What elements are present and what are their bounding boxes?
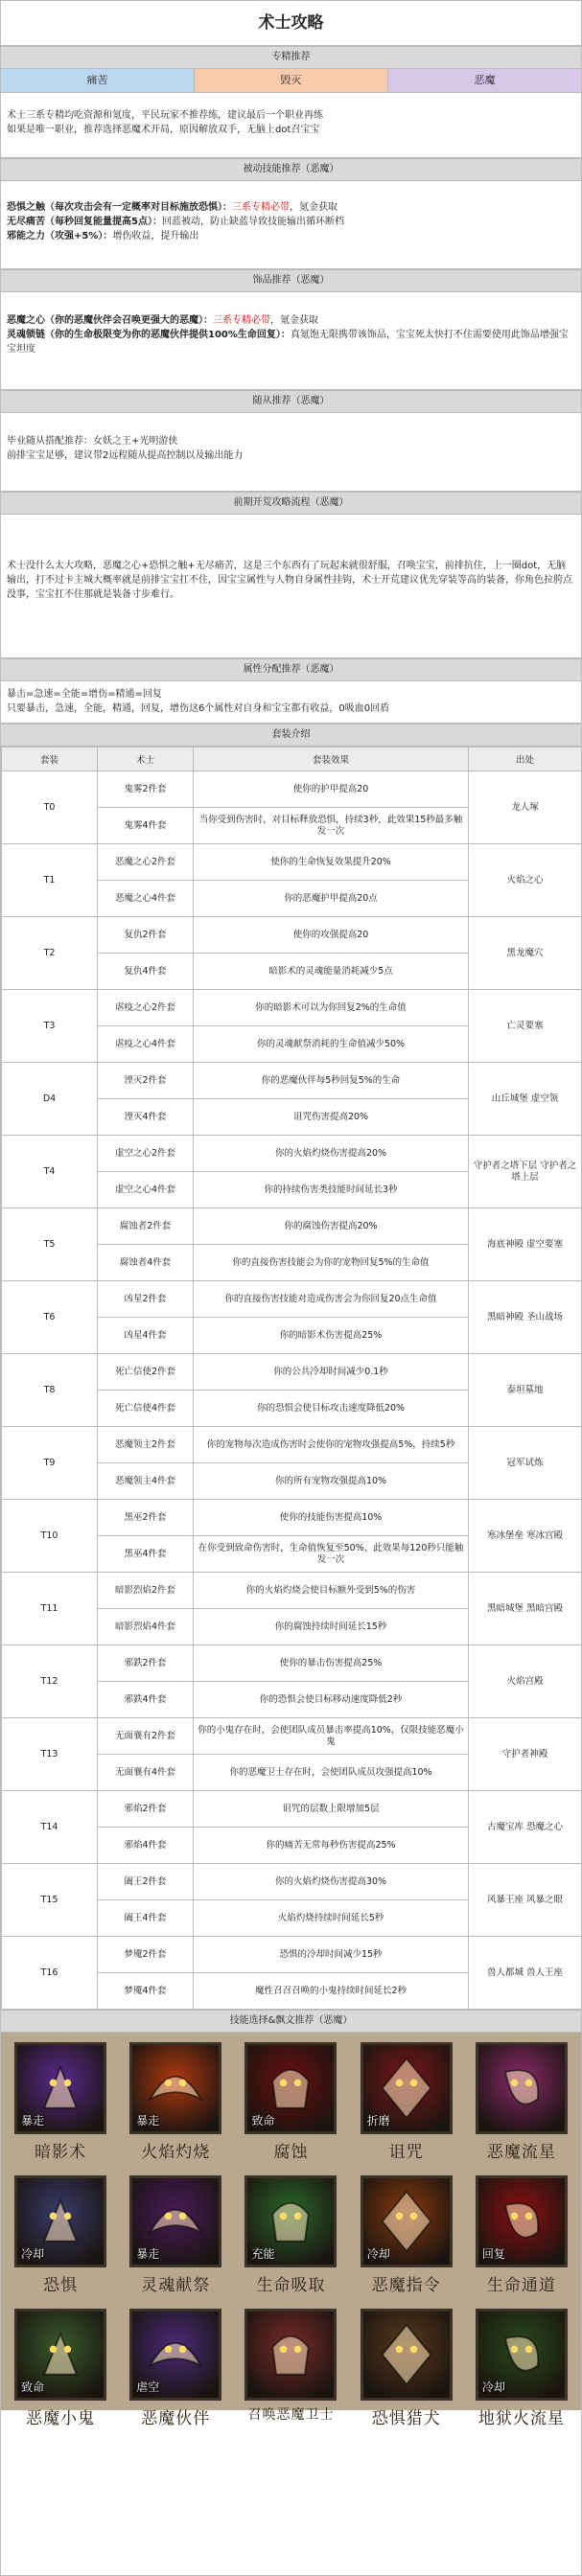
- skill-card[interactable]: [235, 2175, 346, 2295]
- set-effect: 诅咒的层数上限增加5层: [194, 1791, 469, 1828]
- skill-tag: 折磨: [366, 2114, 390, 2128]
- early-text: [1, 515, 581, 658]
- skill-name: 暗影术: [35, 2143, 87, 2162]
- set-source: 寒冰堡垒 寒冰宫殿: [469, 1500, 582, 1573]
- sets-section-heading: 套装介绍: [1, 724, 581, 747]
- follower-line: 毕业随从搭配推荐：女妖之王+光明游侠: [7, 436, 178, 447]
- set-effect: 使你的生命恢复效果提升20%: [194, 844, 469, 881]
- set-piece: 邪鉄4件套: [98, 1682, 194, 1718]
- set-piece: 鬼雾2件套: [98, 771, 194, 808]
- accessory-item: [7, 328, 575, 356]
- set-tier: T15: [2, 1864, 98, 1937]
- set-effect: 你的恐惧会使目标攻击速度降低20%: [194, 1391, 469, 1427]
- skill-card[interactable]: [235, 2309, 346, 2428]
- set-piece: 恶魔领主2件套: [98, 1427, 194, 1463]
- accessory-list: [1, 292, 581, 390]
- set-piece: 恶魔之心4件套: [98, 881, 194, 917]
- set-source: 海底神殿 虚空要塞: [469, 1208, 582, 1281]
- skill-card[interactable]: [5, 2309, 116, 2428]
- set-effect: 你的恐惧会使目标移动速度降低2秒: [194, 1682, 469, 1718]
- table-row: [2, 1500, 582, 1536]
- set-effect: 你的灵魂献祭消耗的生命值减少50%: [194, 1026, 469, 1063]
- skill-section-heading: 技能选择&飘文推荐（恶魔）: [1, 2010, 581, 2033]
- skill-area: [1, 2033, 581, 2428]
- set-piece: 梦魇2件套: [98, 1937, 194, 1973]
- skill-card[interactable]: [120, 2042, 231, 2162]
- skill-name: 恶魔指令: [371, 2276, 441, 2295]
- skill-name: 火焰灼烧: [141, 2143, 211, 2162]
- early-paragraph: 术士没什么太大攻略，恶魔之心+恐惧之触+无尽痛苦，这是三个东西有了玩起来就很舒服，召唤宝宝，前排抗住，上一圈dot，无脑输出，打不过卡主城大概率就是前排宝宝扛不住，因宝宝属性与人物自身属性挂钩，术士开荒建议优先穿装等高的装备，你角色拉胯点没事，宝宝扛不住那就是装备寸步难行。: [7, 561, 572, 600]
- flame-wings-icon[interactable]: [129, 2042, 221, 2134]
- set-source: 黑暗神殿 圣山战场: [469, 1281, 582, 1354]
- set-source: 兽人都城 兽人王座: [469, 1937, 582, 2010]
- spec-description-line: 如果是唯一职业，推荐选择恶魔术开局，原因解放双手，无脑上dot召宝宝: [7, 125, 320, 135]
- passive-suffix: 回蓝被动，防止缺蓝导致技能输出循环断档: [161, 217, 344, 227]
- table-row: [2, 1136, 582, 1172]
- passive-item: [7, 229, 575, 243]
- page-title: 术士攻略: [1, 1, 581, 46]
- set-tier: T6: [2, 1281, 98, 1354]
- passive-section-heading: 被动技能推荐（恶魔）: [1, 158, 581, 181]
- meteor-icon[interactable]: [476, 2042, 568, 2134]
- set-effect: 你的所有宠物攻强提高10%: [194, 1463, 469, 1500]
- table-row: [2, 1208, 582, 1245]
- col-header-source: 出处: [469, 748, 582, 771]
- skull-icon[interactable]: [244, 2042, 337, 2134]
- set-effect: 你的宠物每次造成伤害时会使你的宠物攻强提高5%，持续5秒: [194, 1427, 469, 1463]
- skill-name: 恶魔伙伴: [141, 2409, 211, 2428]
- set-effect: 魔性召召召唤的小鬼持续时间延长2秒: [194, 1973, 469, 2010]
- set-effect: 你的暗影术伤害提高25%: [194, 1318, 469, 1354]
- table-row: [2, 1063, 582, 1099]
- set-piece: 暗影烈焰2件套: [98, 1573, 194, 1609]
- accessory-item: [7, 313, 575, 328]
- skill-card[interactable]: [5, 2175, 116, 2295]
- spec-affliction: 痛苦: [1, 69, 195, 92]
- skill-tag: 充能: [251, 2247, 275, 2261]
- set-piece: 暗影烈焰4件套: [98, 1609, 194, 1645]
- set-piece: 腐蚀者4件套: [98, 1245, 194, 1281]
- attr-formula: 暴击=急速=全能=增伤=精通=回复: [7, 689, 162, 700]
- accessory-suffix: ，氪金获取: [270, 315, 318, 326]
- set-source: 龙人塚: [469, 771, 582, 844]
- set-tier: T13: [2, 1718, 98, 1791]
- follower-line: 前排宝宝足够，建议带2远程随从提高控制以及输出能力: [7, 450, 244, 461]
- skill-card[interactable]: [466, 2309, 577, 2428]
- set-piece: 虚空之心4件套: [98, 1172, 194, 1208]
- set-piece: 邪焰4件套: [98, 1828, 194, 1864]
- skill-card[interactable]: [5, 2042, 116, 2162]
- set-source: 黑暗城堡 黑暗宫殿: [469, 1573, 582, 1645]
- set-piece: 黑巫4件套: [98, 1536, 194, 1573]
- set-effect: 你的腐蚀伤害提高20%: [194, 1208, 469, 1245]
- set-effect: 你的恶魔伙伴每5秒回复5%的生命: [194, 1063, 469, 1099]
- demon-face-icon[interactable]: [14, 2042, 106, 2134]
- table-row: [2, 844, 582, 881]
- set-piece: 复仇2件套: [98, 917, 194, 954]
- set-effect: 你的恶魔卫士存在时，会使团队成员攻强提高10%: [194, 1755, 469, 1791]
- skill-tag: 回复: [481, 2247, 505, 2261]
- table-row: [2, 1427, 582, 1463]
- set-piece: 死亡信使4件套: [98, 1391, 194, 1427]
- skill-name: 诅咒: [388, 2143, 424, 2162]
- accessory-detail: （你的恶魔伙伴会召唤更强大的恶魔）：: [45, 315, 213, 326]
- set-effect: 使你的护甲提高20: [194, 771, 469, 808]
- set-tier: T1: [2, 844, 98, 917]
- set-source: 守护者之塔下层 守护者之塔上层: [469, 1136, 582, 1208]
- demon-partner-icon[interactable]: [129, 2309, 221, 2401]
- set-effect: 当你受到伤害时，对目标释放恐惧，持续3秒，此效果15秒最多触发一次: [194, 808, 469, 844]
- col-header-class: 术士: [98, 748, 194, 771]
- table-row: [2, 1354, 582, 1391]
- set-effect: 在你受到致命伤害时，生命值恢复至50%，此效果每120秒只能触发一次: [194, 1536, 469, 1573]
- accessory-name: 灵魂锁链: [7, 330, 45, 340]
- table-row: [2, 1791, 582, 1828]
- set-piece: 恶魔领主4件套: [98, 1463, 194, 1500]
- set-tier: T12: [2, 1645, 98, 1718]
- felguard-icon[interactable]: [244, 2309, 337, 2401]
- set-tier: T5: [2, 1208, 98, 1281]
- passive-name: 恐惧之触: [7, 202, 45, 213]
- accessory-detail: （你的生命极限变为你的恶魔伙伴提供100%生命回复）：: [45, 330, 291, 340]
- set-tier: T16: [2, 1937, 98, 2010]
- sets-table: [1, 747, 582, 2010]
- accessory-tag: 三系专精必带: [213, 315, 270, 326]
- passive-name: 邪能之力: [7, 231, 45, 242]
- set-effect: 你的腐蚀持续时间延长15秒: [194, 1609, 469, 1645]
- set-source: 守护者神殿: [469, 1718, 582, 1791]
- skill-name: 灵魂献祭: [141, 2276, 211, 2295]
- table-row: [2, 990, 582, 1026]
- set-source: 泰坦墓地: [469, 1354, 582, 1427]
- set-piece: 凶星2件套: [98, 1281, 194, 1318]
- set-tier: T4: [2, 1136, 98, 1208]
- imp-icon[interactable]: [14, 2309, 106, 2401]
- set-source: 山丘城堡 虚空领: [469, 1063, 582, 1136]
- set-piece: 黑巫2件套: [98, 1500, 194, 1536]
- set-piece: 邪鉄2件套: [98, 1645, 194, 1682]
- spec-section-heading: 专精推荐: [1, 46, 581, 69]
- spec-demonology: 恶魔: [388, 69, 581, 92]
- set-effect: 你的痛苦无常每秒伤害提高25%: [194, 1828, 469, 1864]
- passive-tag: 三系专精必带: [232, 202, 290, 213]
- col-header-set: 套装: [2, 748, 98, 771]
- set-piece: 凶星4件套: [98, 1318, 194, 1354]
- skill-card[interactable]: [351, 2309, 462, 2428]
- spec-row: [1, 69, 581, 93]
- set-piece: 鬼雾4件套: [98, 808, 194, 844]
- sets-body: [2, 771, 582, 2010]
- set-effect: 你的火焰灼烧伤害提高20%: [194, 1136, 469, 1172]
- set-source: 亡灵要塞: [469, 990, 582, 1063]
- set-effect: 恐惧的冷却时间减少15秒: [194, 1937, 469, 1973]
- set-effect: 使你的技能伤害提高10%: [194, 1500, 469, 1536]
- skill-card[interactable]: [120, 2309, 231, 2428]
- set-piece: 虐疫之心2件套: [98, 990, 194, 1026]
- accessory-name: 恶魔之心: [7, 315, 45, 326]
- set-tier: T9: [2, 1427, 98, 1500]
- table-row: [2, 1937, 582, 1973]
- skill-name: 恐惧猎犬: [371, 2409, 441, 2428]
- skill-tag: 暴走: [136, 2247, 160, 2261]
- skill-grid: [5, 2042, 577, 2428]
- attr-text: [1, 681, 581, 724]
- skill-name: 恶魔流星: [486, 2143, 556, 2162]
- set-effect: 你的直接伤害技能会为你的宠物回复5%的生命值: [194, 1245, 469, 1281]
- passive-suffix: 增伤收益，提升输出: [112, 231, 199, 242]
- skill-card[interactable]: [351, 2175, 462, 2295]
- col-header-effect: 套装效果: [194, 748, 469, 771]
- set-source: 火焰宫殿: [469, 1645, 582, 1718]
- skill-name: 地狱火流星: [477, 2409, 565, 2428]
- set-piece: 阖王4件套: [98, 1900, 194, 1937]
- skill-art: [247, 2312, 334, 2398]
- sets-header-row: [2, 748, 582, 771]
- skill-card[interactable]: [351, 2042, 462, 2162]
- passive-detail: （每次攻击会有一定概率对目标施放恐惧）：: [45, 202, 232, 213]
- skill-tag: 冷却: [21, 2247, 45, 2261]
- raven-icon[interactable]: [129, 2175, 221, 2267]
- skill-art: [363, 2312, 450, 2398]
- skill-tag: 暴走: [21, 2114, 45, 2128]
- skill-name: 生命吸取: [256, 2276, 326, 2295]
- accessory-suffix: 真氪饱无限携带该饰品，宝宝死太快打不住需要使用此饰品增强宝宝坦度: [7, 330, 569, 355]
- set-effect: 你的公共冷却时间减少0.1秒: [194, 1354, 469, 1391]
- attr-section-heading: 属性分配推荐（恶魔）: [1, 658, 581, 681]
- early-section-heading: 前期开荒攻略流程（恶魔）: [1, 492, 581, 515]
- set-piece: 复仇4件套: [98, 954, 194, 990]
- set-effect: 火焰灼烧持续时间延长5秒: [194, 1900, 469, 1937]
- spec-description: [1, 93, 581, 158]
- table-row: [2, 1573, 582, 1609]
- set-piece: 虐疫之心4件套: [98, 1026, 194, 1063]
- skill-name: 恶魔小鬼: [26, 2409, 96, 2428]
- set-tier: T3: [2, 990, 98, 1063]
- set-effect: 暗影术的灵魂能量消耗减少5点: [194, 954, 469, 990]
- demon-command-icon[interactable]: [361, 2175, 453, 2267]
- set-tier: T8: [2, 1354, 98, 1427]
- passive-name: 无尽痛苦: [7, 217, 45, 227]
- skill-tag: 致命: [251, 2114, 275, 2128]
- set-piece: 死亡信使2件套: [98, 1354, 194, 1391]
- follower-text: [1, 413, 581, 492]
- skill-tag: 冷却: [481, 2380, 505, 2394]
- spec-description-line: 术士三系专精均吃资源和氪度，平民玩家不推荐练，建议最后一个职业再练: [7, 110, 323, 121]
- passive-suffix: ，氪金获取: [290, 202, 338, 213]
- table-row: [2, 1645, 582, 1682]
- set-effect: 你的直接伤害技能对造成伤害会为你回复20点生命值: [194, 1281, 469, 1318]
- set-piece: 腐蚀者2件套: [98, 1208, 194, 1245]
- table-row: [2, 1281, 582, 1318]
- set-piece: 无面襄有4件套: [98, 1755, 194, 1791]
- skill-name: 召唤恶魔卫士: [247, 2407, 335, 2423]
- skill-art: [478, 2045, 565, 2131]
- passive-detail: （每秒回复能量提高5点）：: [45, 217, 162, 227]
- attr-note: 只要暴击，急速，全能，精通，回复，增伤这6个属性对自身和宝宝都有收益，0吸血0回盾: [7, 703, 390, 714]
- set-tier: T0: [2, 771, 98, 844]
- skill-tag: 虐空: [136, 2380, 160, 2394]
- skill-name: 生命通道: [486, 2276, 556, 2295]
- set-source: 冠军试炼: [469, 1427, 582, 1500]
- drain-life-icon[interactable]: [244, 2175, 337, 2267]
- set-tier: T10: [2, 1500, 98, 1573]
- fear-face-icon[interactable]: [14, 2175, 106, 2267]
- set-source: 火焰之心: [469, 844, 582, 917]
- set-piece: 湮灭4件套: [98, 1099, 194, 1136]
- set-effect: 诅咒伤害提高20%: [194, 1099, 469, 1136]
- set-source: 黑龙魔穴: [469, 917, 582, 990]
- set-effect: 你的暗影术可以为你回复2%的生命值: [194, 990, 469, 1026]
- set-tier: T11: [2, 1573, 98, 1645]
- set-piece: 邪焰2件套: [98, 1791, 194, 1828]
- set-effect: 使你的暴击伤害提高25%: [194, 1645, 469, 1682]
- skill-tag: 暴走: [136, 2114, 160, 2128]
- set-source: 古魔宝库 恐魔之心: [469, 1791, 582, 1864]
- table-row: [2, 1718, 582, 1755]
- life-channel-icon[interactable]: [476, 2175, 568, 2267]
- felhound-icon[interactable]: [361, 2309, 453, 2401]
- set-effect: 你的小鬼存在时，会使团队成员暴击率提高10%，仅限技能恶魔小鬼: [194, 1718, 469, 1755]
- passive-item: [7, 200, 575, 215]
- skill-card[interactable]: [466, 2042, 577, 2162]
- set-tier: T2: [2, 917, 98, 990]
- curse-sigil-icon[interactable]: [361, 2042, 453, 2134]
- set-piece: 虚空之心2件套: [98, 1136, 194, 1172]
- table-row: [2, 771, 582, 808]
- set-piece: 恶魔之心2件套: [98, 844, 194, 881]
- passive-detail: （攻强+5%）：: [45, 231, 113, 242]
- set-effect: 你的恶魔护甲提高20点: [194, 881, 469, 917]
- set-effect: 使你的攻强提高20: [194, 917, 469, 954]
- infernal-icon[interactable]: [476, 2309, 568, 2401]
- set-source: 风暴王座 风暴之眼: [469, 1864, 582, 1937]
- passive-list: [1, 181, 581, 269]
- set-effect: 你的持续伤害类技能时间延长3秒: [194, 1172, 469, 1208]
- skill-card[interactable]: [120, 2175, 231, 2295]
- set-piece: 无面襄有2件套: [98, 1718, 194, 1755]
- skill-tag: 致命: [21, 2380, 45, 2394]
- skill-name: 恐惧: [43, 2276, 79, 2295]
- table-row: [2, 1864, 582, 1900]
- set-effect: 你的火焰灼烧会使目标额外受到5%的伤害: [194, 1573, 469, 1609]
- set-piece: 梦魇4件套: [98, 1973, 194, 2010]
- set-piece: 湮灭2件套: [98, 1063, 194, 1099]
- set-effect: 你的火焰灼烧伤害提高30%: [194, 1864, 469, 1900]
- set-tier: T14: [2, 1791, 98, 1864]
- spec-destruction: 毁灭: [195, 69, 388, 92]
- accessory-section-heading: 饰品推荐（恶魔）: [1, 269, 581, 292]
- set-tier: D4: [2, 1063, 98, 1136]
- skill-tag: 冷却: [366, 2247, 390, 2261]
- skill-card[interactable]: [235, 2042, 346, 2162]
- table-row: [2, 917, 582, 954]
- follower-section-heading: 随从推荐（恶魔）: [1, 390, 581, 413]
- skill-card[interactable]: [466, 2175, 577, 2295]
- skill-name: 腐蚀: [273, 2143, 309, 2162]
- passive-item: [7, 215, 575, 229]
- set-piece: 阖王2件套: [98, 1864, 194, 1900]
